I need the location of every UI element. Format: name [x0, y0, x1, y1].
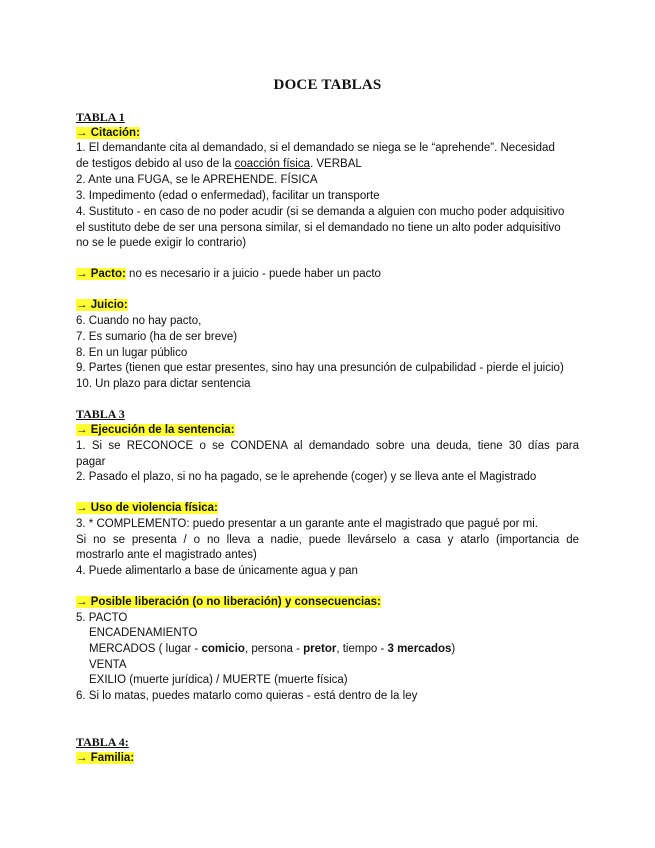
citacion-line-5: 4. Sustituto - en caso de no poder acudir (si se demanda a alguien con mucho poder adquisitivo	[76, 206, 565, 218]
violencia-line-1: 3. * COMPLEMENTO: puedo presentar a un garante ante el magistrado que pagué por mi.	[76, 518, 538, 530]
juicio-heading: → Juicio:	[76, 299, 128, 311]
violencia-line-2: Si no se presenta / o no lleva a nadie, puede llevárselo a casa y atarlo (importancia de	[76, 534, 579, 546]
violencia-line-3: mostrarlo ante el magistrado antes)	[76, 549, 257, 561]
citacion-heading: → Citación:	[76, 127, 140, 139]
violencia-line-4: 4. Puede alimentarlo a base de únicamente agua y pan	[76, 565, 358, 577]
juicio-item: 8. En un lugar público	[76, 347, 188, 359]
ejecucion-heading: → Ejecución de la sentencia:	[76, 424, 235, 436]
citacion-line-7: no se le puede exigir lo contrario)	[76, 237, 247, 249]
liberacion-matar: 6. Si lo matas, puedes matarlo como quieras - está dentro de la ley	[76, 690, 418, 702]
violencia-heading: → Uso de violencia física:	[76, 502, 218, 514]
liberacion-pacto: 5. PACTO	[76, 612, 128, 624]
citacion-line-2: de testigos debido al uso de la coacción física. VERBAL	[76, 158, 362, 170]
arrow-icon: →	[76, 299, 88, 311]
arrow-icon: →	[76, 268, 88, 280]
ejecucion-line-1: 1. Si se RECONOCE o se CONDENA al demandado sobre una deuda, tiene 30 días para	[76, 440, 579, 452]
citacion-line-4: 3. Impedimento (edad o enfermedad), facilitar un transporte	[76, 190, 380, 202]
ejecucion-line-3: 2. Pasado el plazo, si no ha pagado, se le aprehende (coger) y se lleva ante el Magistrado	[76, 471, 537, 483]
citacion-line-1: 1. El demandante cita al demandado, si el demandado se niega se le “aprehende”. Necesidad	[76, 142, 555, 154]
tabla-1-heading: TABLA 1	[76, 110, 125, 124]
arrow-icon: →	[76, 596, 88, 608]
citacion-line-6: el sustituto debe de ser una persona similar, si el demandado no tiene un alto poder adquisitivo	[76, 222, 561, 234]
pacto-line: → Pacto: no es necesario ir a juicio - puede haber un pacto	[76, 268, 381, 280]
tabla-4-heading: TABLA 4:	[76, 735, 129, 749]
arrow-icon: →	[76, 752, 88, 764]
document-title: DOCE TABLAS	[273, 77, 382, 93]
arrow-icon: →	[76, 127, 88, 139]
liberacion-venta: VENTA	[89, 659, 127, 671]
familia-heading: → Familia:	[76, 752, 135, 764]
arrow-icon: →	[76, 502, 88, 514]
ejecucion-line-2: pagar	[76, 456, 106, 468]
arrow-icon: →	[76, 424, 88, 436]
juicio-item: 10. Un plazo para dictar sentencia	[76, 378, 251, 390]
tabla-3-heading: TABLA 3	[76, 407, 125, 421]
juicio-item: 6. Cuando no hay pacto,	[76, 315, 202, 327]
liberacion-mercados: MERCADOS ( lugar - comicio, persona - pretor, tiempo - 3 mercados)	[89, 643, 456, 655]
juicio-item: 7. Es sumario (ha de ser breve)	[76, 331, 238, 343]
juicio-item: 9. Partes (tienen que estar presentes, sino hay una presunción de culpabilidad - pierde el juicio)	[76, 362, 564, 374]
liberacion-heading: → Posible liberación (o no liberación) y consecuencias:	[76, 596, 381, 608]
liberacion-encadenamiento: ENCADENAMIENTO	[89, 627, 198, 639]
liberacion-exilio: EXILIO (muerte jurídica) / MUERTE (muerte física)	[89, 674, 348, 686]
citacion-line-3: 2. Ante una FUGA, se le APREHENDE. FÍSICA	[76, 174, 318, 186]
